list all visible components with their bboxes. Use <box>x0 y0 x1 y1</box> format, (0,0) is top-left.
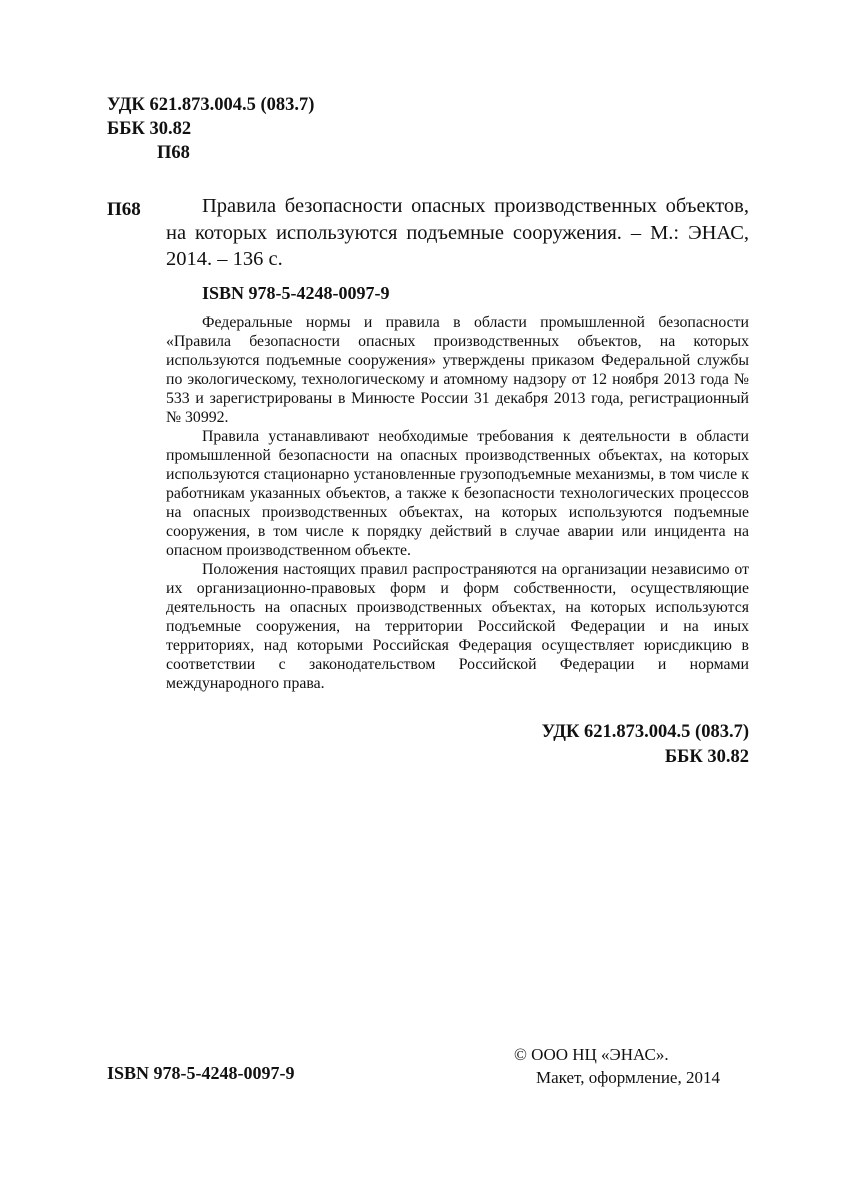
copyright-holder: © ООО НЦ «ЭНАС». <box>514 1045 669 1064</box>
bbk-code: ББК 30.82 <box>107 119 192 139</box>
abstract-paragraph: Положения настоящих правил распространяются на организации независимо от их организационно-правовых форм и форм собственности, осуществляющие деятельность на опасных производственных объектах, на которых используются подъемные сооружения, на территории Российской Федерации и на иных территориях, над которыми Российская Федерация осуществляет юрисдикцию в соответствии с законодательством Российской Федерации и нормами международного права. <box>166 561 749 692</box>
catalog-mark: П68 <box>107 199 141 220</box>
udk-code: УДК 621.873.004.5 (083.7) <box>107 95 315 115</box>
abstract-paragraph: Федеральные нормы и правила в области промышленной безопасности «Правила безопасности опасных производственных объектов, на которых используются подъемные сооружения» утверждены приказом Федеральной службы по экологическому, технологическому и атомному надзору от 12 ноября 2013 года № 533 и зарегистрированы в Минюсте России 31 декабря 2013 года, регистрационный № 30992. <box>166 314 749 426</box>
abstract <box>166 313 749 693</box>
bbk-code-repeat: ББК 30.82 <box>664 747 749 767</box>
abstract-paragraph: Правила устанавливают необходимые требования к деятельности в области промышленной безопасности на опасных производственных объектах, на которых используются стационарно установленные грузоподъемные механизмы, в том числе к работникам указанных объектов, а также к безопасности технологических процессов на опасных производственных объектах, на которых используются подъемные сооружения, в том числе к порядку действий в случае аварии или инцидента на опасном производственном объекте. <box>166 428 749 559</box>
copyright <box>514 1043 720 1089</box>
classification-codes <box>542 720 749 770</box>
copyright-layout: Макет, оформление, 2014 <box>536 1068 720 1087</box>
author-sign: П68 <box>157 143 190 163</box>
bottom-isbn: ISBN 978-5-4248-0097-9 <box>107 1063 295 1083</box>
udk-code-repeat: УДК 621.873.004.5 (083.7) <box>541 722 749 742</box>
isbn: ISBN 978-5-4248-0097-9 <box>202 283 390 303</box>
book-title <box>166 193 749 273</box>
title-text: Правила безопасности опасных производственных объектов, на которых используются подъемные сооружения. – М.: ЭНАС, 2014. – 136 с. <box>166 195 749 270</box>
